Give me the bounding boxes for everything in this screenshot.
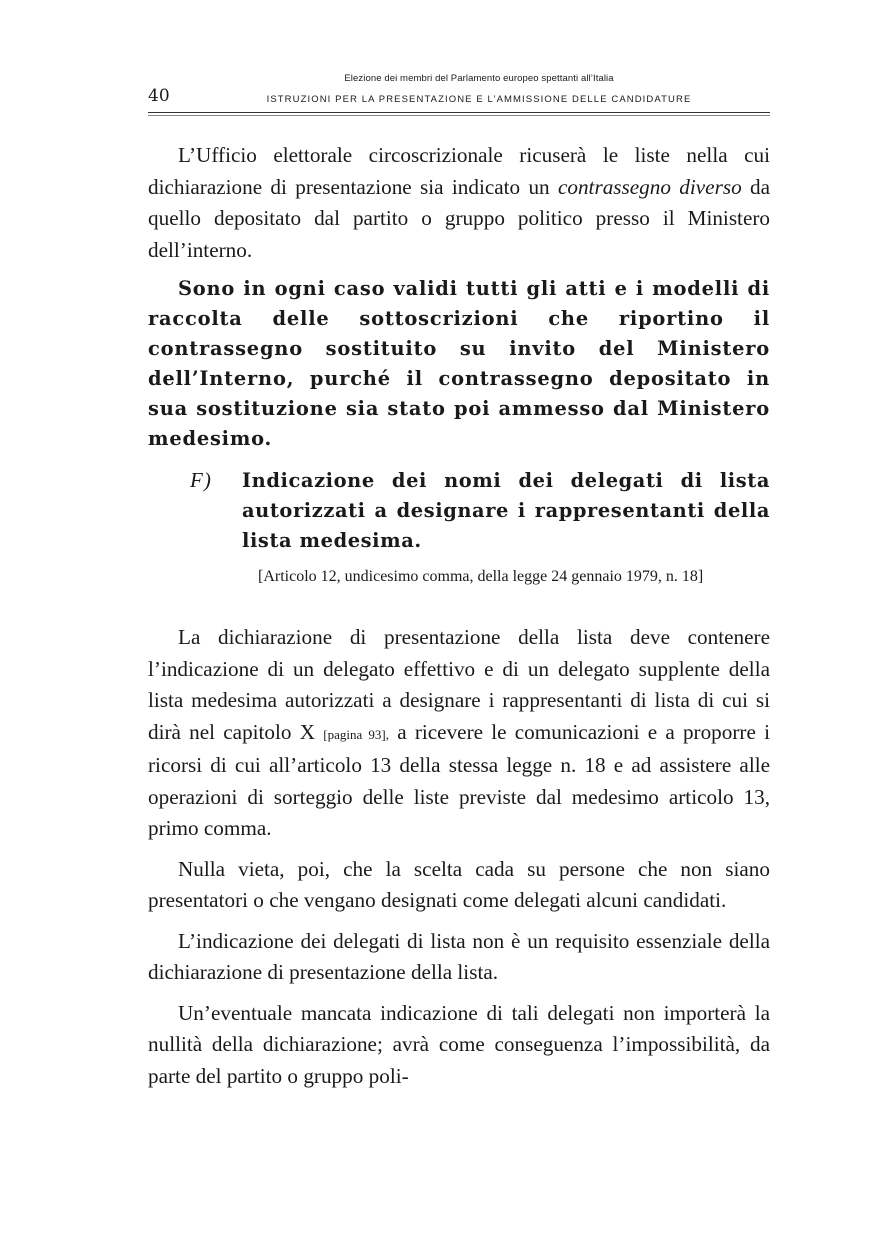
- legal-citation: [Articolo 12, undicesimo comma, della legge 24 gennaio 1979, n. 18]: [258, 568, 704, 585]
- paragraph-missing-indication: Un’eventuale mancata indicazione di tali delegati non importerà la nullità della dichiarazione; avrà come conseguenza l’impossibilità, da parte del partito o gruppo poli-: [148, 1000, 770, 1088]
- page-header: [148, 72, 770, 116]
- paragraph-text: a ricevere le comunicazioni e a proporre i ricorsi di cui all’articolo 13 della stessa legge n. 18 e ad assistere alle operazioni di sorteggio delle liste previste dal medesimo articolo 13, primo comma.: [148, 719, 770, 840]
- emphasized-text: contrassegno diverso: [557, 174, 742, 199]
- paragraph-contrassegno: [148, 140, 770, 266]
- page-number: 40: [148, 86, 170, 106]
- page-reference: [pagina 93],: [323, 726, 389, 742]
- running-title: [188, 72, 770, 108]
- paragraph-text: L’Ufficio elettorale circoscrizionale ricuserà le liste nella cui dichiarazione di presentazione sia indicato un: [148, 143, 770, 199]
- header-divider: [148, 112, 770, 113]
- paragraph-delegates-requirement: [148, 622, 770, 845]
- section-heading: Indicazione dei nomi dei delegati di lista autorizzati a designare i rappresentanti della lista medesima.: [242, 469, 770, 552]
- paragraph-candidates: Nulla vieta, poi, che la scelta cada su persone che non siano presentatori o che vengano designati come delegati alcuni candidati.: [148, 856, 770, 912]
- lower-body: [148, 622, 770, 1092]
- running-title-line1: Elezione dei membri del Parlamento europeo spettanti all’Italia: [344, 73, 614, 84]
- section-letter: F): [190, 468, 212, 492]
- upper-body: [148, 140, 770, 454]
- paragraph-bold-validity: Sono in ogni caso validi tutti gli atti e i modelli di raccolta delle sottoscrizioni che riportino il contrassegno sostituito su invito del Ministero dell’Interno, purché il contrassegno depositato in sua sostituzione sia stato poi ammesso dal Ministero medesimo.: [148, 277, 770, 450]
- paragraph-text: da quello depositato dal partito o gruppo politico presso il Ministero dell’interno.: [148, 174, 770, 262]
- paragraph-text: La dichiarazione di presentazione della lista deve contenere l’indicazione di un delegato effettivo e di un delegato supplente della lista medesima autorizzati a designare i rappresentanti di lista di cui si dirà nel capitolo X: [148, 625, 770, 744]
- header-divider-thin: [148, 115, 770, 116]
- paragraph-not-essential: L’indicazione dei delegati di lista non è un requisito essenziale della dichiarazione di presentazione della lista.: [148, 928, 770, 984]
- running-title-line2: ISTRUZIONI PER LA PRESENTAZIONE E L’AMMISSIONE DELLE CANDIDATURE: [266, 94, 692, 105]
